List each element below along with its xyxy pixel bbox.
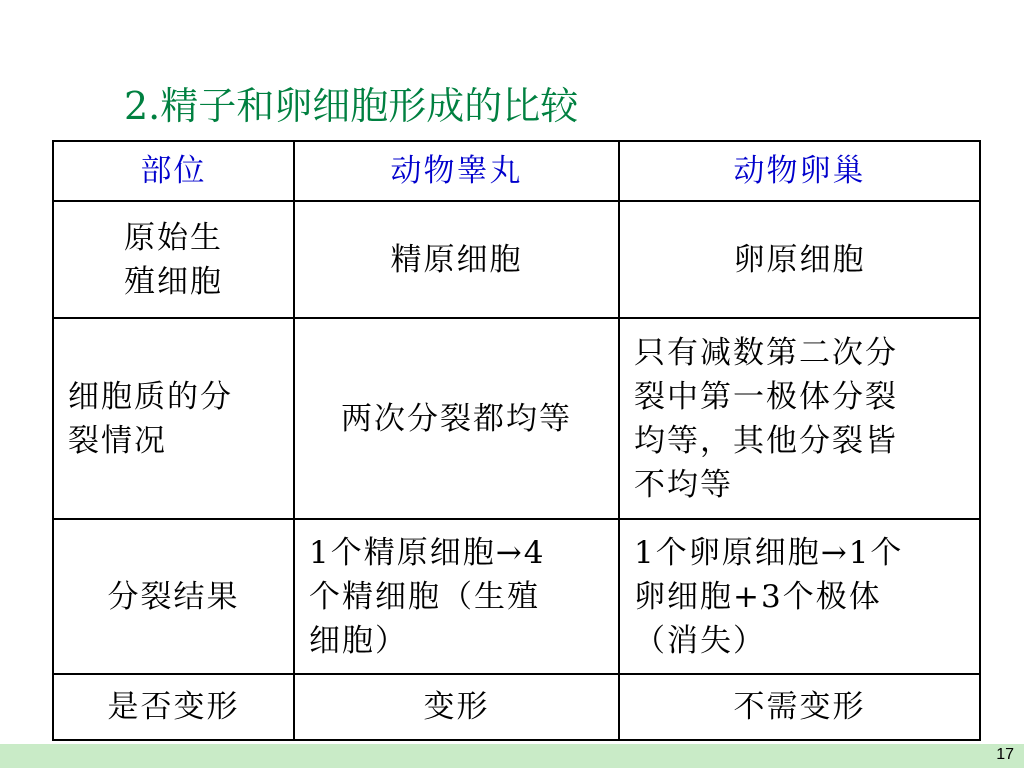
- footer-bar: [0, 744, 1024, 768]
- comparison-table: [52, 140, 981, 741]
- row-label: 是否变形: [53, 674, 294, 740]
- testis-cell: 1个精原细胞→4 个精细胞（生殖 细胞）: [294, 519, 619, 674]
- header-ovary: 动物卵巢: [619, 141, 980, 201]
- row-label: 分裂结果: [53, 519, 294, 674]
- header-location: 部位: [53, 141, 294, 201]
- ovary-cell: 卵原细胞: [619, 201, 980, 318]
- table-row: [53, 318, 980, 519]
- table-row: [53, 519, 980, 674]
- header-testis: 动物睾丸: [294, 141, 619, 201]
- row-label: 细胞质的分 裂情况: [53, 318, 294, 519]
- slide-title: 2.精子和卵细胞形成的比较: [124, 84, 579, 128]
- table-row: [53, 674, 980, 740]
- testis-cell: 变形: [294, 674, 619, 740]
- testis-cell: 精原细胞: [294, 201, 619, 318]
- testis-cell: 两次分裂都均等: [294, 318, 619, 519]
- row-label: 原始生 殖细胞: [53, 201, 294, 318]
- ovary-cell: 只有减数第二次分 裂中第一极体分裂 均等，其他分裂皆 不均等: [619, 318, 980, 519]
- ovary-cell: 1个卵原细胞→1个 卵细胞+3个极体 （消失）: [619, 519, 980, 674]
- ovary-cell: 不需变形: [619, 674, 980, 740]
- header-row: [53, 141, 980, 201]
- page-number: 17: [996, 746, 1014, 763]
- table-row: [53, 201, 980, 318]
